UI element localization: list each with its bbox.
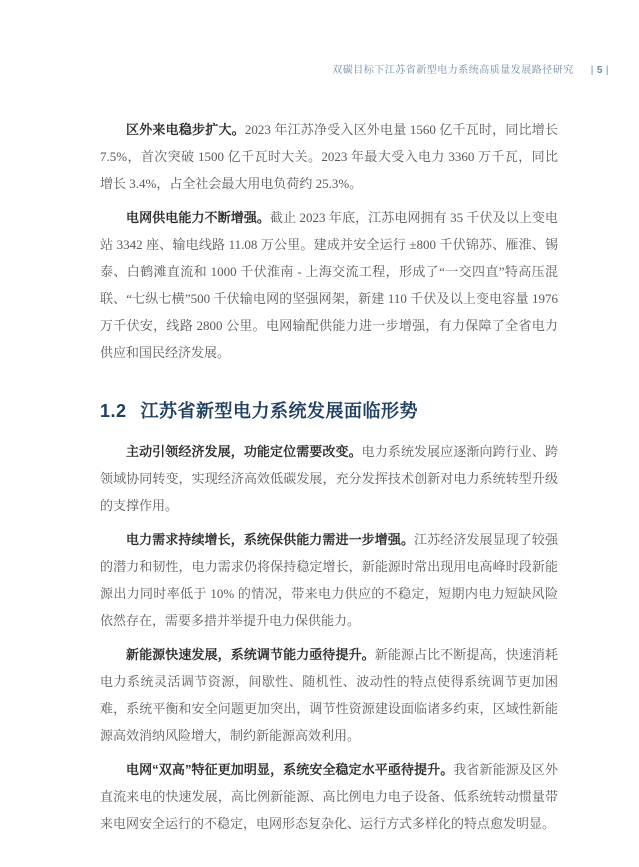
page-number-group [588,65,612,76]
paragraph-demand-growth [100,526,558,634]
paragraph-external-power [100,116,558,197]
paragraph-lead: 电力需求持续增长，系统保供能力需进一步增强。 [126,532,415,547]
section-number: 1.2 [100,401,127,421]
paragraph-body: 新能源占比不断提高，快速消耗电力系统灵活调节资源，间歇性、随机性、波动性的特点使得系统调节更加困难，系统平衡和安全问题更加突出，调节性资源建设面临诸多约束，区域性新能源高效消纳风险增大，制约新能源高效利用。 [100,647,558,743]
page-header [0,61,612,76]
page-content [100,116,558,844]
section-heading [100,397,558,423]
paragraph-body: 2023 年江苏净受入区外电量 1560 亿千瓦时，同比增长 7.5%，首次突破 1500 亿千瓦时大关。2023 年最大受入电力 3360 万千瓦，同比增长 3.4%，占全社会最大用电负荷约 25.3%。 [100,122,558,191]
paragraph-grid-supply-capacity [100,204,558,366]
page-number-right-bar: | [605,65,609,76]
paragraph-lead: 区外来电稳步扩大。 [126,122,245,137]
page-number: 5 [596,65,603,76]
paragraph-economic-leadership [100,438,558,519]
running-head-title: 双碳目标下江苏省新型电力系统高质量发展路径研究 [332,65,574,76]
paragraph-grid-stability [100,756,558,837]
paragraph-body: 江苏经济发展显现了较强的潜力和韧性，电力需求仍将保持稳定增长，新能源时常出现用电高峰时段新能源出力同时率低于 10% 的情况，带来电力供应的不稳定，短期内电力短缺风险依然存在，需要多措并举提升电力保供能力。 [100,532,558,628]
page-number-left-bar: | [590,65,594,76]
paragraph-lead: 主动引领经济发展，功能定位需要改变。 [126,444,362,459]
paragraph-body: 我省新能源及区外直流来电的快速发展，高比例新能源、高比例电力电子设备、低系统转动惯量带来电网安全运行的不稳定，电网形态复杂化、运行方式多样化的特点愈发明显。 [100,762,558,831]
paragraph-body: 电力系统发展应逐渐向跨行业、跨领域协同转变，实现经济高效低碳发展，充分发挥技术创新对电力系统转型升级的支撑作用。 [100,444,558,513]
section-title: 江苏省新型电力系统发展面临形势 [140,401,419,421]
paragraph-body: 截止 2023 年底，江苏电网拥有 35 千伏及以上变电站 3342 座、输电线路 11.08 万公里。建成并安全运行 ±800 千伏锦苏、雁淮、锡泰、白鹤滩直流和 1000 千伏淮南 - 上海交流工程，形成了“一交四直”特高压混联、“七纵七横”500 千伏输电网的坚强网架，新建 110 千伏及以上变电容量 1976 万千伏安，线路 2800 公里。电网输配供能力进一步增强，有力保障了全省电力供应和国民经济发展。 [100,210,558,360]
paragraph-lead: 新能源快速发展，系统调节能力亟待提升。 [126,647,375,662]
paragraph-renewables-regulation [100,641,558,749]
paragraph-lead: 电网“双高”特征更加明显，系统安全稳定水平亟待提升。 [126,762,454,777]
paragraph-lead: 电网供电能力不断增强。 [126,210,271,225]
